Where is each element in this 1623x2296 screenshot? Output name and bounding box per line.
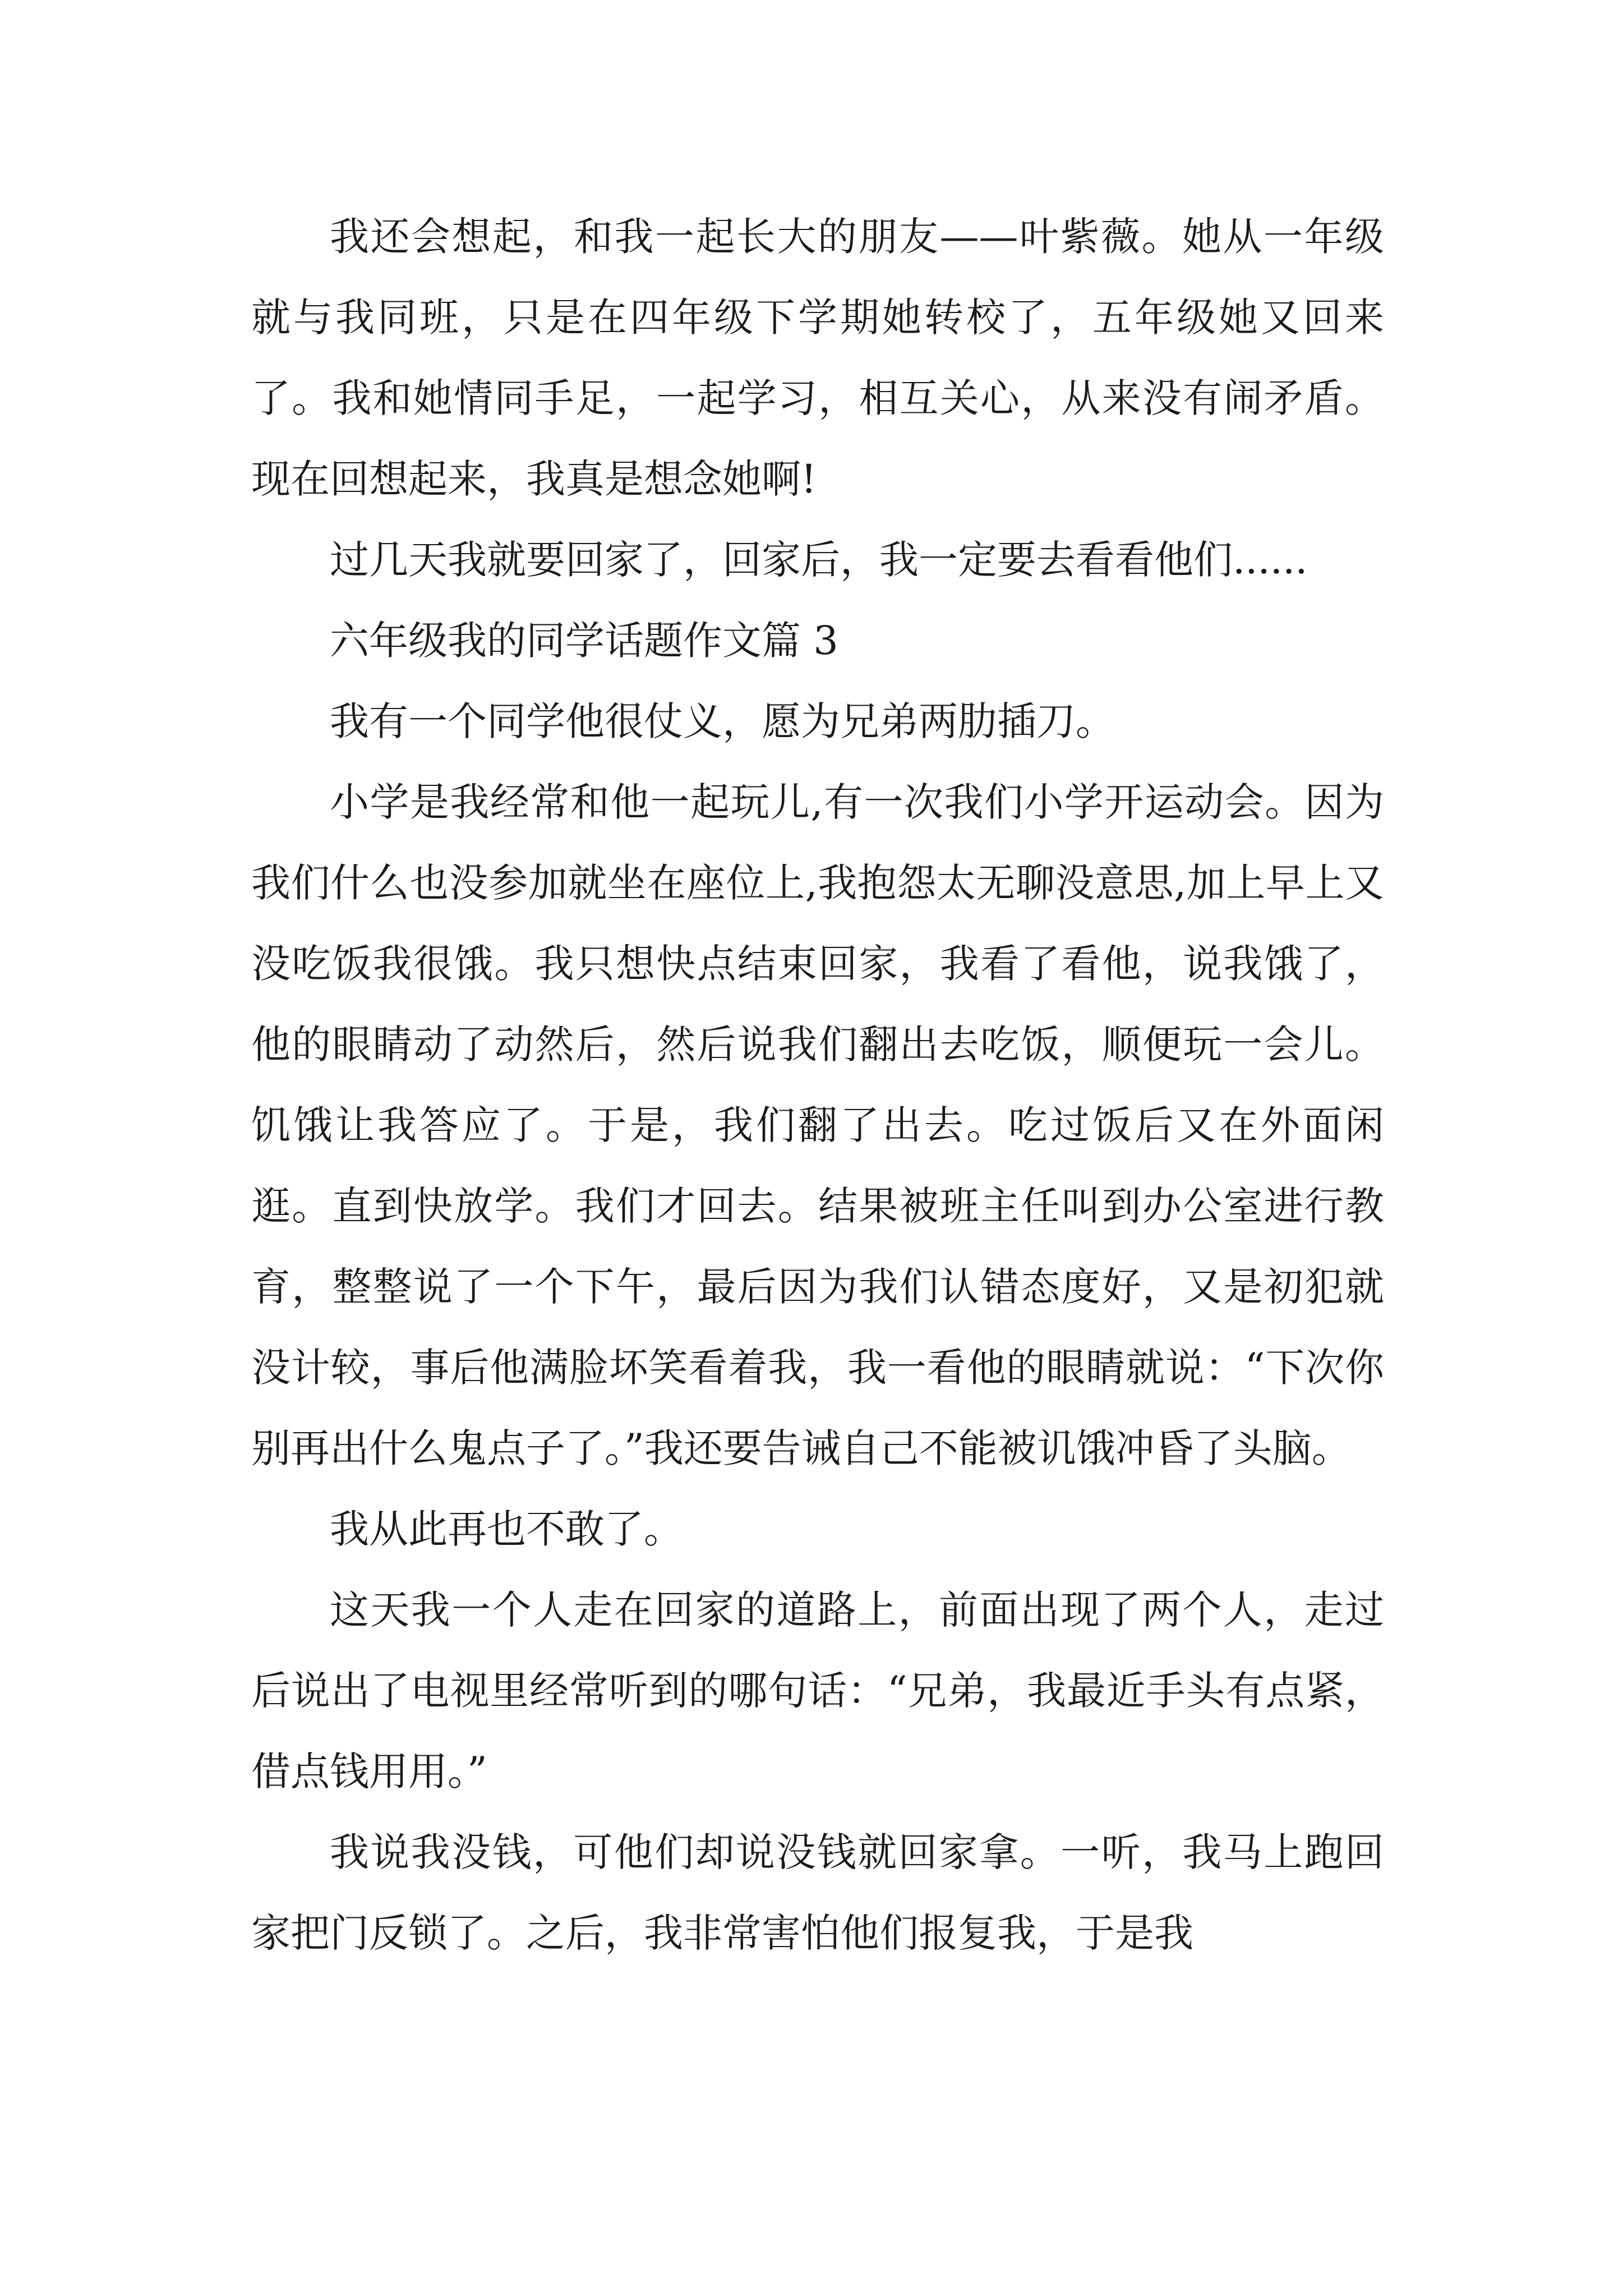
paragraph: 过几天我就要回家了，回家后，我一定要去看看他们...... [330, 537, 1308, 583]
paragraph: 我说我没钱，可他们却说没钱就回家拿。一听，我马上跑回家把门反锁了。之后，我非常害怕他们报复我，于是我 [251, 1829, 1384, 1956]
paragraph: 我还会想起，和我一起长大的朋友——叶紫薇。她从一年级就与我同班，只是在四年级下学期她转校了，五年级她又回来了。我和她情同手足，一起学习，相互关心，从来没有闹矛盾。现在回想起来，我真是想念她啊! [251, 214, 1384, 502]
paragraph: 小学是我经常和他一起玩儿,有一次我们小学开运动会。因为我们什么也没参加就坐在座位上,我抱怨太无聊没意思,加上早上又没吃饭我很饿。我只想快点结束回家，我看了看他，说我饿了，他的眼睛动了动然后，然后说我们翻出去吃饭，顺便玩一会儿。饥饿让我答应了。于是，我们翻了出去。吃过饭后又在外面闲逛。直到快放学。我们才回去。结果被班主任叫到办公室进行教育，整整说了一个下午，最后因为我们认错态度好，又是初犯就没计较，事后他满脸坏笑看着我，我一看他的眼睛就说：“下次你别再出什么鬼点子了。”我还要告诫自己不能被讥饿冲昏了头脑。 [251, 779, 1384, 1471]
document-body [251, 196, 1384, 1973]
section-heading: 六年级我的同学话题作文篇 3 [330, 618, 838, 664]
paragraph: 我有一个同学他很仗义，愿为兄弟两肋插刀。 [330, 698, 1115, 744]
paragraph: 我从此再也不敢了。 [330, 1506, 683, 1552]
paragraph: 这天我一个人走在回家的道路上，前面出现了两个人，走过后说出了电视里经常听到的哪句话：“兄弟，我最近手头有点紧，借点钱用用。” [251, 1587, 1384, 1795]
